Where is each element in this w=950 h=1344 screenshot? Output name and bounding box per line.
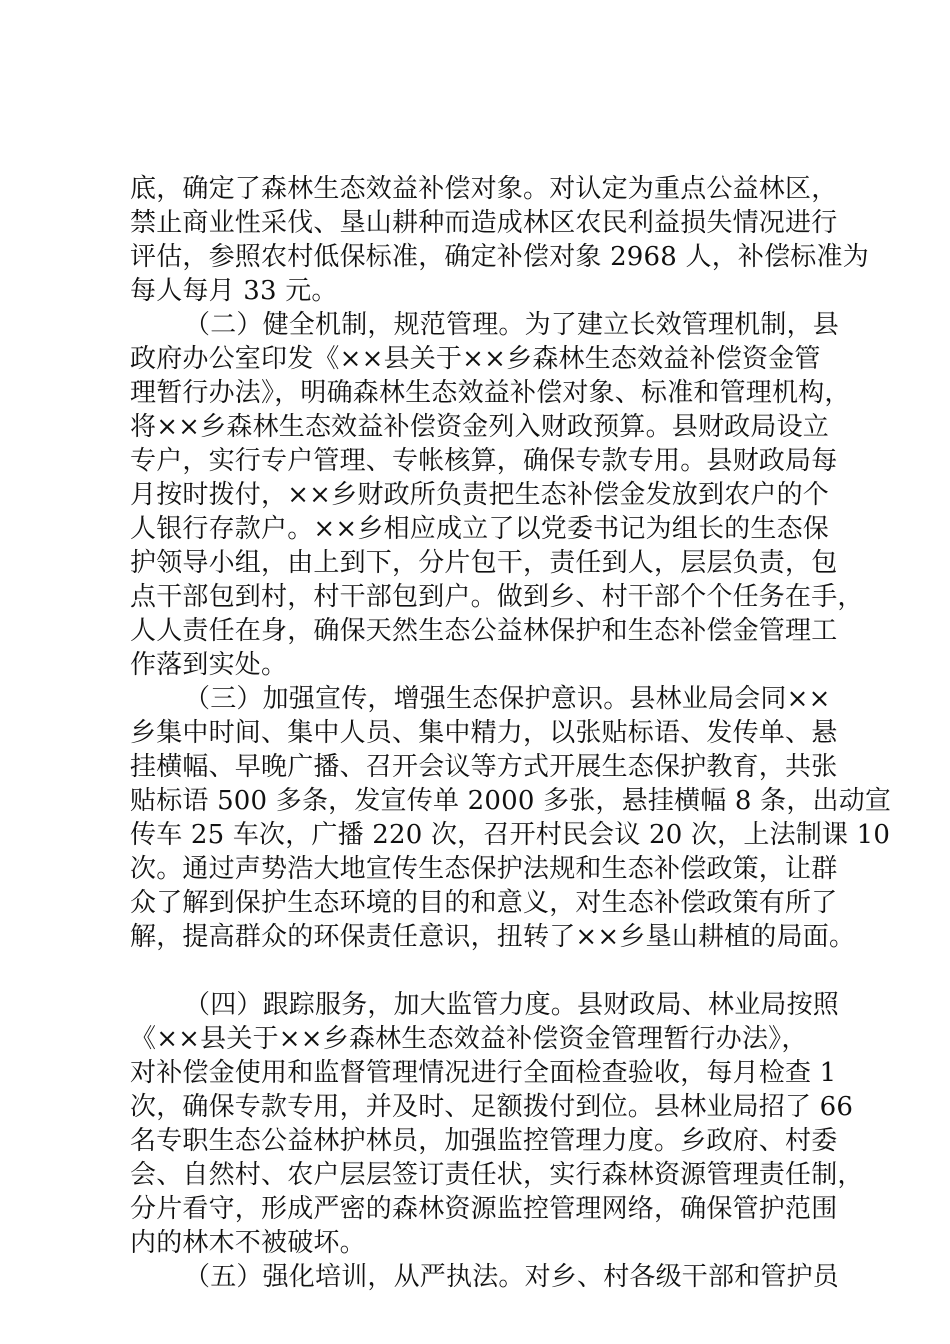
paragraph-5-heading-line: （五）强化培训，从严执法。对乡、村各级干部和管护员 (184, 1262, 840, 1292)
text-line-30: 分片看守，形成严密的森林资源监控管理网络，确保管护范围 (130, 1194, 838, 1224)
paragraph-4-heading-line: （四）跟踪服务，加大监管力度。县财政局、林业局按照 (184, 990, 840, 1020)
text-line-6: 政府办公室印发《××县关于××乡森林生态效益补偿资金管 (130, 344, 821, 374)
text-line-23: 解，提高群众的环保责任意识，扭转了××乡垦山耕植的局面。 (130, 922, 856, 952)
text-line-14: 人人责任在身，确保天然生态公益林保护和生态补偿金管理工 (130, 616, 838, 646)
text-line-29: 会、自然村、农户层层签订责任状，实行森林资源管理责任制， (130, 1160, 864, 1190)
text-line-11: 人银行存款户。××乡相应成立了以党委书记为组长的生态保 (130, 514, 829, 544)
text-line-1: 底，确定了森林生态效益补偿对象。对认定为重点公益林区， (130, 174, 838, 204)
text-line-19: 贴标语 500 多条，发宣传单 2000 多张，悬挂横幅 8 条，出动宣 (130, 786, 892, 816)
text-line-31: 内的林木不被破坏。 (130, 1228, 366, 1258)
text-line-22: 众了解到保护生态环境的目的和意义，对生态补偿政策有所了 (130, 888, 838, 918)
text-line-21: 次。通过声势浩大地宣传生态保护法规和生态补偿政策，让群 (130, 854, 838, 884)
text-line-26: 对补偿金使用和监督管理情况进行全面检查验收，每月检查 1 (130, 1058, 837, 1088)
text-line-18: 挂横幅、早晚广播、召开会议等方式开展生态保护教育，共张 (130, 752, 838, 782)
text-line-20: 传车 25 车次，广播 220 次，召开村民会议 20 次，上法制课 10 (130, 820, 891, 850)
text-line-15: 作落到实处。 (130, 650, 288, 680)
paragraph-2-heading-line: （二）健全机制，规范管理。为了建立长效管理机制，县 (184, 310, 840, 340)
text-line-10: 月按时拨付，××乡财政所负责把生态补偿金发放到农户的个 (130, 480, 829, 510)
text-line-9: 专户，实行专户管理、专帐核算，确保专款专用。县财政局每 (130, 446, 838, 476)
text-line-17: 乡集中时间、集中人员、集中精力，以张贴标语、发传单、悬 (130, 718, 838, 748)
text-line-2: 禁止商业性采伐、垦山耕种而造成林区农民利益损失情况进行 (130, 208, 838, 238)
text-line-28: 名专职生态公益林护林员，加强监控管理力度。乡政府、村委 (130, 1126, 838, 1156)
text-line-12: 护领导小组，由上到下，分片包干，责任到人，层层负责，包 (130, 548, 838, 578)
text-line-27: 次，确保专款专用，并及时、足额拨付到位。县林业局招了 66 (130, 1092, 854, 1122)
text-line-3: 评估，参照农村低保标准，确定补偿对象 2968 人，补偿标准为 (130, 242, 869, 272)
paragraph-3-heading-line: （三）加强宣传，增强生态保护意识。县林业局会同×× (184, 684, 831, 714)
text-line-25: 《××县关于××乡森林生态效益补偿资金管理暂行办法》， (130, 1024, 808, 1054)
text-line-13: 点干部包到村，村干部包到户。做到乡、村干部个个任务在手， (130, 582, 864, 612)
text-line-4: 每人每月 33 元。 (130, 276, 338, 306)
text-line-8: 将××乡森林生态效益补偿资金列入财政预算。县财政局设立 (130, 412, 829, 442)
text-line-7: 理暂行办法》，明确森林生态效益补偿对象、标准和管理机构， (130, 378, 851, 408)
